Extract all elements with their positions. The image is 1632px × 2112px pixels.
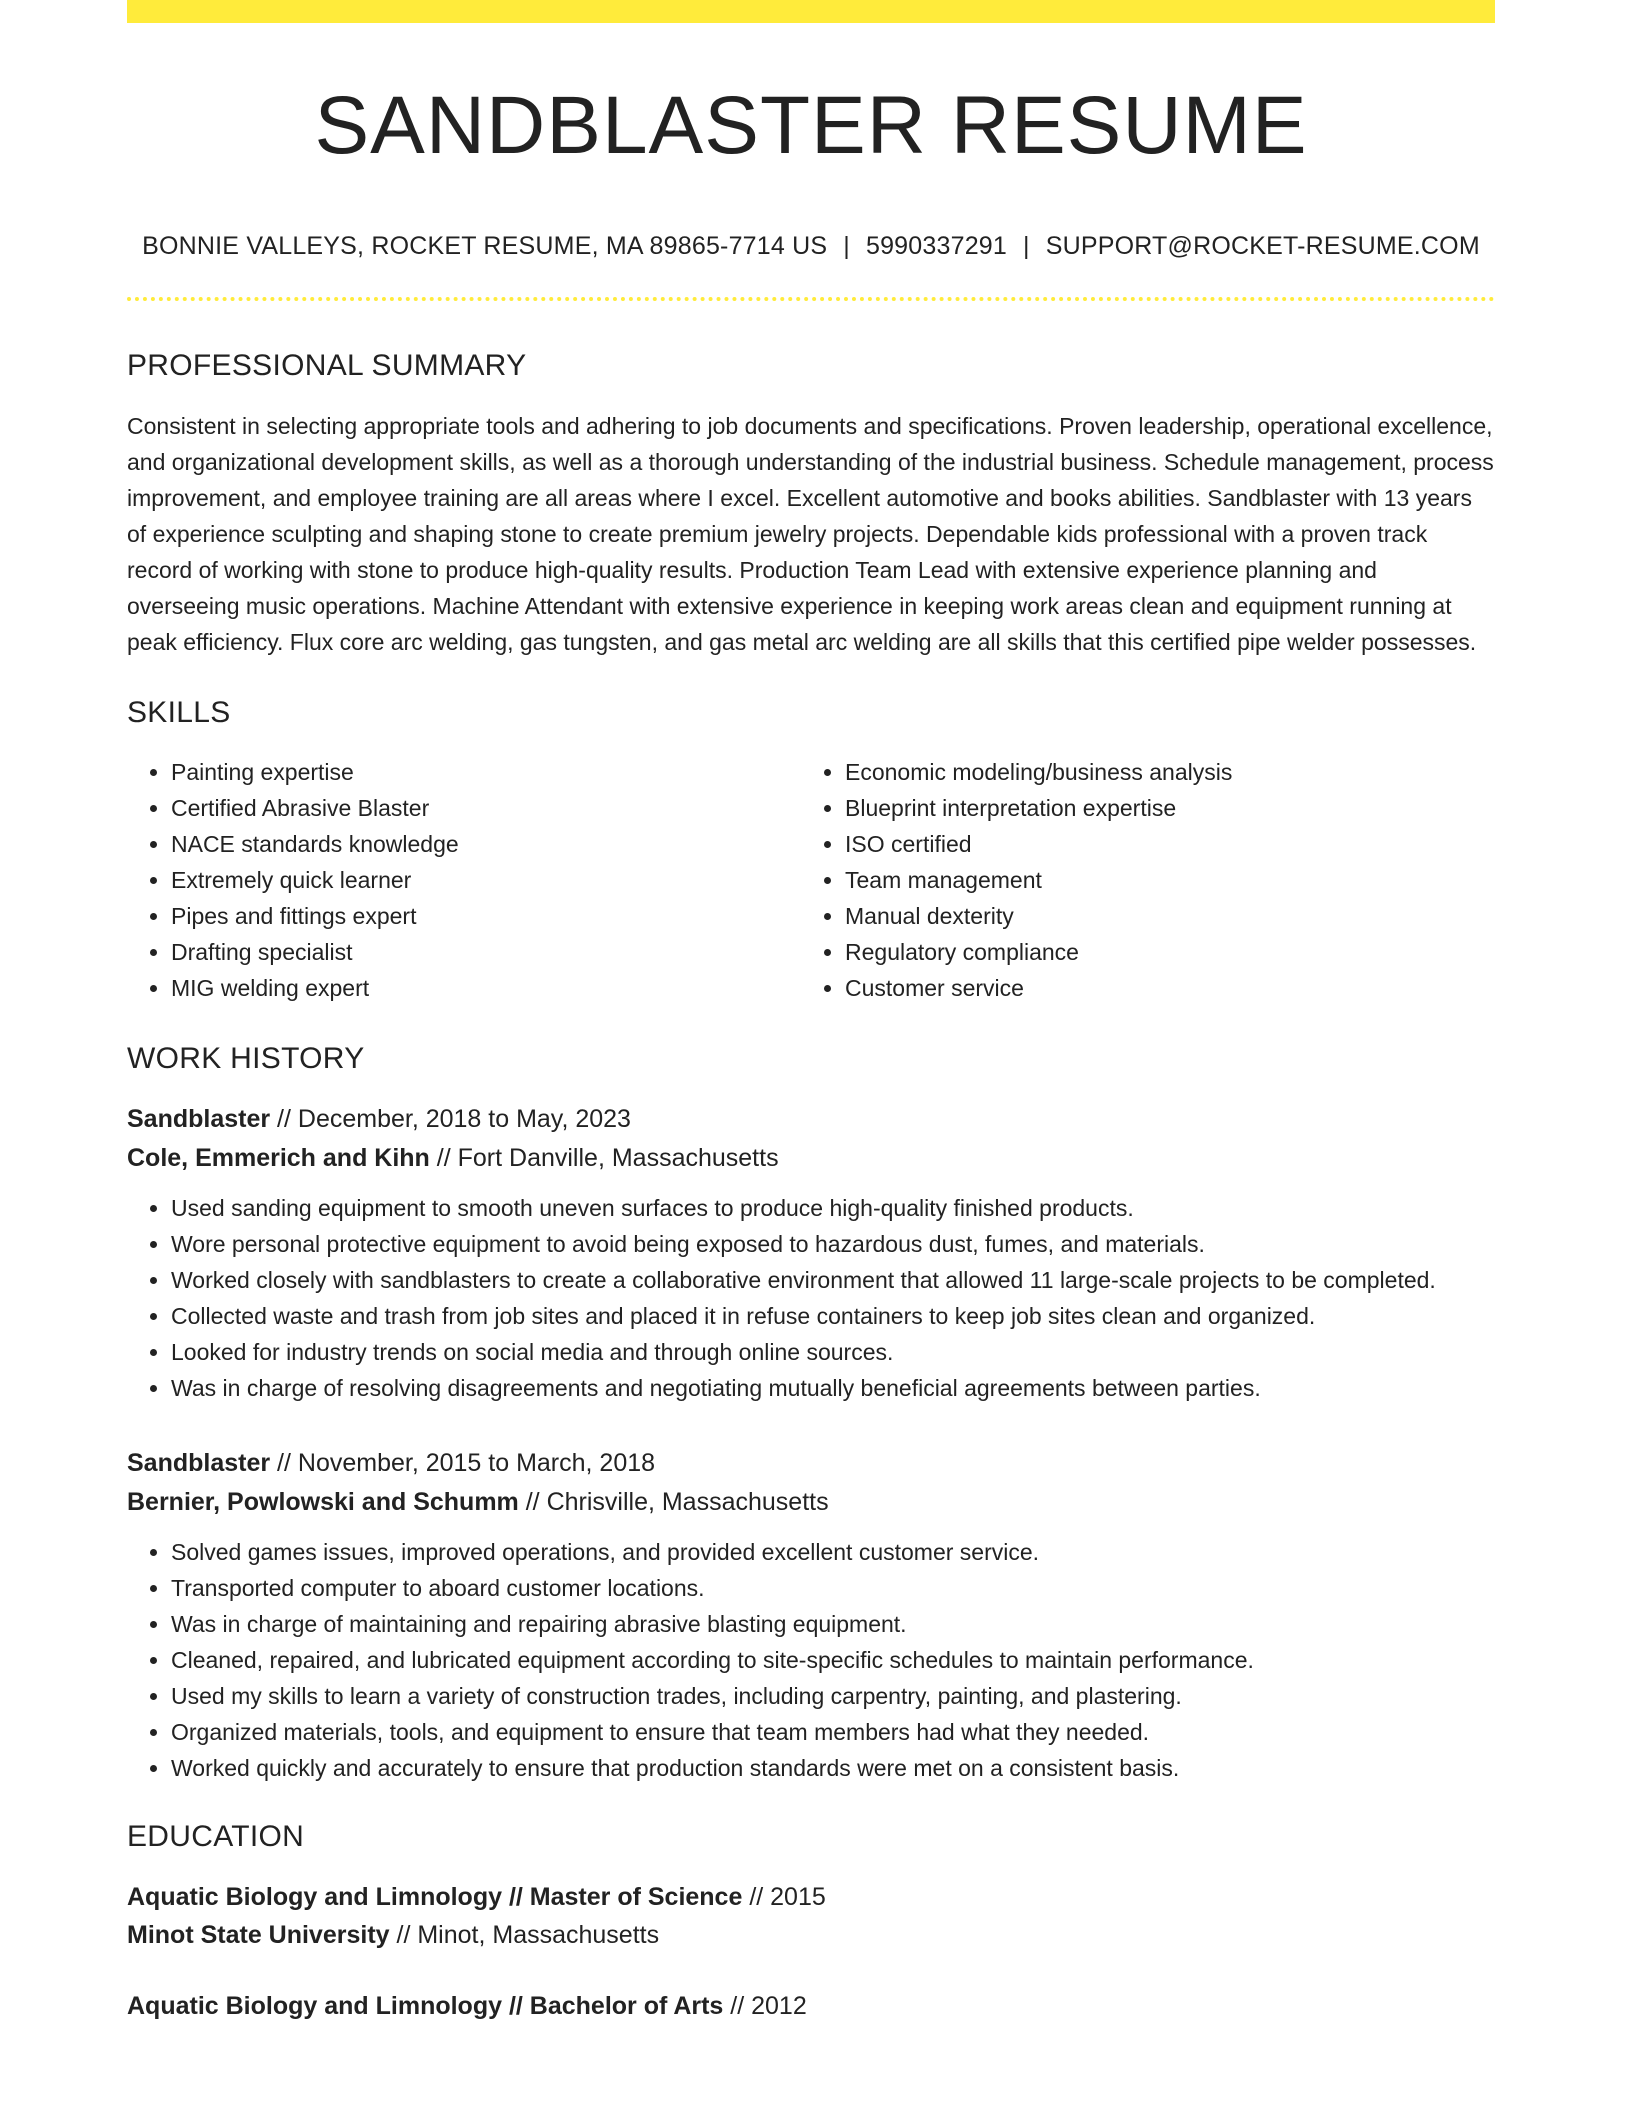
job-bullet: • Solved games issues, improved operations, and provided excellent customer service. bbox=[171, 1534, 1495, 1570]
skill-item: • Team management bbox=[845, 862, 1475, 898]
skills-list-right bbox=[801, 754, 1475, 1006]
skill-item: • Pipes and fittings expert bbox=[171, 898, 801, 934]
contact-separator: | bbox=[843, 232, 850, 260]
education-year: // 2015 bbox=[742, 1883, 826, 1911]
education-degree: Aquatic Biology and Limnology // Bachelor of Arts bbox=[127, 1992, 724, 2020]
contact-phone: 5990337291 bbox=[865, 232, 1008, 260]
job-company-line bbox=[127, 1483, 1495, 1522]
job-role: Sandblaster bbox=[127, 1105, 271, 1133]
job-entry bbox=[127, 1100, 1495, 1406]
skill-item: • Painting expertise bbox=[171, 754, 801, 790]
skill-item: • Drafting specialist bbox=[171, 934, 801, 970]
job-location: // Chrisville, Massachusetts bbox=[518, 1488, 829, 1516]
contact-separator: | bbox=[1023, 232, 1030, 260]
resume-page bbox=[127, 0, 1495, 2025]
job-company-line bbox=[127, 1139, 1495, 1178]
header-divider bbox=[127, 297, 1495, 301]
top-accent-bar bbox=[127, 0, 1495, 23]
skill-item: • Certified Abrasive Blaster bbox=[171, 790, 801, 826]
job-bullet: • Was in charge of maintaining and repairing abrasive blasting equipment. bbox=[171, 1606, 1495, 1642]
skill-item: • Regulatory compliance bbox=[845, 934, 1475, 970]
work-history-heading: WORK HISTORY bbox=[127, 1042, 365, 1075]
education-year: // 2012 bbox=[723, 1992, 807, 2020]
skill-item: • Extremely quick learner bbox=[171, 862, 801, 898]
job-bullet: • Used my skills to learn a variety of construction trades, including carpentry, painting, and plastering. bbox=[171, 1678, 1495, 1714]
job-bullets bbox=[127, 1534, 1495, 1786]
job-title-line bbox=[127, 1444, 1495, 1483]
education-heading: EDUCATION bbox=[127, 1820, 305, 1853]
education-degree-line bbox=[127, 1878, 1495, 1916]
education-school-line bbox=[127, 1916, 1495, 1954]
job-dates: // December, 2018 to May, 2023 bbox=[270, 1105, 631, 1133]
skill-item: • ISO certified bbox=[845, 826, 1475, 862]
job-bullet: • Was in charge of resolving disagreements and negotiating mutually beneficial agreements between parties. bbox=[171, 1370, 1495, 1406]
summary-text: Consistent in selecting appropriate tools and adhering to job documents and specifications. Proven leadership, operational excellence, and organizational development skills, as well as a thorough understanding of the industrial business. Schedule management, process improvement, and employee training are all areas where I excel. Excellent automotive and books abilities. Sandblaster with 13 years of experience sculpting and shaping stone to create premium jewelry projects. Dependable kids professional with a proven track record of working with stone to produce high-quality results. Production Team Lead with extensive experience planning and overseeing music operations. Machine Attendant with extensive experience in keeping work areas clean and equipment running at peak efficiency. Flux core arc welding, gas tungsten, and gas metal arc welding are all skills that this certified pipe welder possesses. bbox=[127, 413, 1494, 655]
education-school: Minot State University bbox=[127, 1921, 390, 1949]
skills-heading: SKILLS bbox=[127, 696, 231, 729]
job-bullet: • Wore personal protective equipment to avoid being exposed to hazardous dust, fumes, and materials. bbox=[171, 1226, 1495, 1262]
job-bullet: • Collected waste and trash from job sites and placed it in refuse containers to keep job sites clean and organized. bbox=[171, 1298, 1495, 1334]
job-bullet: • Worked closely with sandblasters to create a collaborative environment that allowed 11 large-scale projects to be completed. bbox=[171, 1262, 1495, 1298]
job-bullet: • Cleaned, repaired, and lubricated equipment according to site-specific schedules to maintain performance. bbox=[171, 1642, 1495, 1678]
education-degree-line bbox=[127, 1987, 1495, 2025]
job-bullet: • Used sanding equipment to smooth uneven surfaces to produce high-quality finished products. bbox=[171, 1190, 1495, 1226]
job-title-line bbox=[127, 1100, 1495, 1139]
job-bullet: • Looked for industry trends on social media and through online sources. bbox=[171, 1334, 1495, 1370]
job-bullet: • Worked quickly and accurately to ensure that production standards were met on a consistent basis. bbox=[171, 1750, 1495, 1786]
skill-item: • Blueprint interpretation expertise bbox=[845, 790, 1475, 826]
job-bullet: • Transported computer to aboard customer locations. bbox=[171, 1570, 1495, 1606]
contact-line bbox=[127, 234, 1495, 259]
job-role: Sandblaster bbox=[127, 1449, 271, 1477]
skill-item: • MIG welding expert bbox=[171, 970, 801, 1006]
job-bullets bbox=[127, 1190, 1495, 1406]
job-location: // Fort Danville, Massachusetts bbox=[429, 1144, 779, 1172]
skill-item: • NACE standards knowledge bbox=[171, 826, 801, 862]
contact-email: SUPPORT@ROCKET-RESUME.COM bbox=[1045, 232, 1480, 260]
summary-heading: PROFESSIONAL SUMMARY bbox=[127, 349, 527, 382]
job-bullet: • Organized materials, tools, and equipment to ensure that team members had what they needed. bbox=[171, 1714, 1495, 1750]
job-entry bbox=[127, 1444, 1495, 1786]
education-entry bbox=[127, 1878, 1495, 1954]
skills-list-left bbox=[127, 754, 801, 1006]
job-company: Cole, Emmerich and Kihn bbox=[127, 1144, 430, 1172]
skill-item: • Economic modeling/business analysis bbox=[845, 754, 1475, 790]
education-entry bbox=[127, 1987, 1495, 2025]
education-degree: Aquatic Biology and Limnology // Master of Science bbox=[127, 1883, 743, 1911]
job-company: Bernier, Powlowski and Schumm bbox=[127, 1488, 519, 1516]
skill-item: • Manual dexterity bbox=[845, 898, 1475, 934]
skills-grid bbox=[127, 754, 1495, 1006]
resume-title: SANDBLASTER RESUME bbox=[314, 80, 1308, 171]
job-dates: // November, 2015 to March, 2018 bbox=[270, 1449, 656, 1477]
education-location: // Minot, Massachusetts bbox=[389, 1921, 660, 1949]
skill-item: • Customer service bbox=[845, 970, 1475, 1006]
contact-address: BONNIE VALLEYS, ROCKET RESUME, MA 89865-7714 US bbox=[142, 232, 828, 260]
